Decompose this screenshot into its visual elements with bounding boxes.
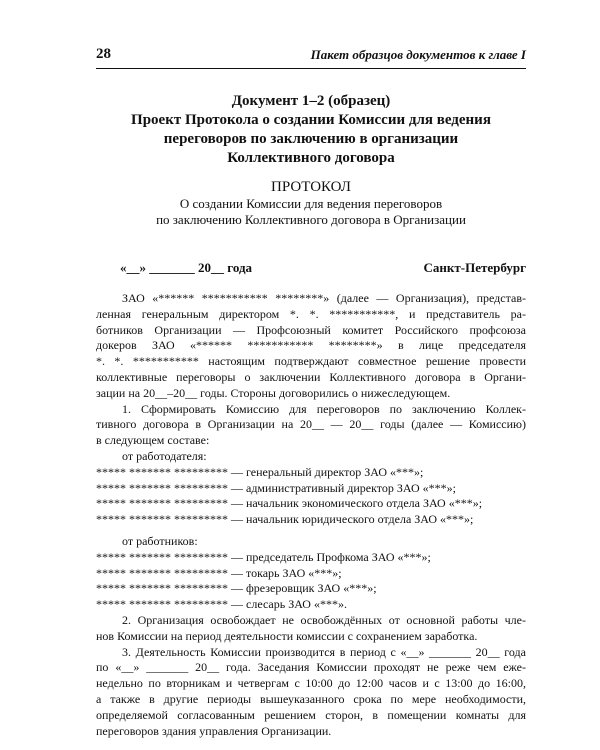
protocol-date: «__» _______ 20__ года xyxy=(120,260,253,275)
page-header xyxy=(96,44,526,66)
date-city-line xyxy=(96,260,526,278)
worker-member: ***** ******* ********* — слесарь ЗАО «***». xyxy=(96,597,347,612)
item-3-line: определяемой согласованным решением сторон, в помещении комнаты для xyxy=(96,707,526,722)
protocol-body xyxy=(96,291,526,739)
body-line: зации на 20__–20__ годы. Стороны договорились о нижеследующем. xyxy=(96,385,451,400)
document-title xyxy=(96,92,526,168)
body-line: докеров ЗАО «****** *********** ********» в лице председателя xyxy=(96,338,526,353)
title-line: Проект Протокола о создании Комиссии для ведения xyxy=(131,112,491,128)
page-number: 28 xyxy=(96,46,111,62)
protocol-subheading: О создании Комиссии для ведения переговоров xyxy=(179,196,443,211)
item-3-line: а также в другие периоды вышеуказанного срока по мере необходимости, xyxy=(96,691,526,706)
item-2-line: нов Комиссии на период деятельности комиссии с сохранением заработка. xyxy=(96,628,478,643)
title-line: Коллективного договора xyxy=(227,150,395,166)
item-3-line: по «__» _______ 20__ года. Заседания Комиссии проходят не реже чем еже- xyxy=(96,660,526,675)
title-line: переговоров по заключению в организации xyxy=(163,131,459,147)
protocol-heading: ПРОТОКОЛ xyxy=(271,179,351,195)
employer-member: ***** ******* ********* — административный директор ЗАО «***»; xyxy=(96,480,456,495)
body-line: ботников Организации — Профсоюзный комитет Российского профсоюза xyxy=(96,322,526,337)
running-title: Пакет образцов документов к главе I xyxy=(310,47,526,62)
header-rule xyxy=(96,68,526,69)
title-line: Документ 1–2 (образец) xyxy=(231,93,391,109)
item-2-line: 2. Организация освобождает не освобождённых от основной работы чле- xyxy=(122,612,526,627)
body-line: *. *. *********** настоящим подтверждают совместное решение провести xyxy=(96,354,526,369)
employer-member: ***** ******* ********* — начальник юридического отдела ЗАО «***»; xyxy=(96,512,474,527)
protocol-heading-block xyxy=(96,178,526,228)
worker-label: от работников: xyxy=(122,533,198,548)
protocol-subheading: по заключению Коллективного договора в Организации xyxy=(156,212,466,227)
item-3-line: переговоров здания управления Организации. xyxy=(96,723,332,738)
body-line: ленная генеральным директором *. *. ***********, и представитель ра- xyxy=(96,306,526,321)
worker-member: ***** ******* ********* — токарь ЗАО «***»; xyxy=(96,565,342,580)
protocol-city: Санкт-Петербург xyxy=(423,260,526,275)
item-1-line: в следующем составе: xyxy=(96,433,210,448)
item-1-line: тивного договора в Организации на 20__ — 20__ годы (далее — Комиссию) xyxy=(96,417,526,432)
body-line: коллективные переговоры о заключении Коллективного договора в Органи- xyxy=(96,369,526,384)
worker-member: ***** ******* ********* — председатель Профкома ЗАО «***»; xyxy=(96,549,431,564)
body-line: ЗАО «****** *********** ********» (далее — Организация), представ- xyxy=(122,291,526,305)
worker-member: ***** ******* ********* — фрезеровщик ЗАО «***»; xyxy=(96,581,377,596)
employer-member: ***** ******* ********* — генеральный директор ЗАО «***»; xyxy=(96,464,424,479)
employer-member: ***** ******* ********* — начальник экономического отдела ЗАО «***»; xyxy=(96,496,483,511)
item-3-line: недельно по вторникам и четвергам с 10:00 до 12:00 часов и с 13:00 до 16:00, xyxy=(96,676,526,691)
employer-label: от работодателя: xyxy=(122,448,207,463)
item-3-line: 3. Деятельность Комиссии производится в период с «__» _______ 20__ года xyxy=(122,644,526,659)
item-1-line: 1. Сформировать Комиссию для переговоров по заключению Коллек- xyxy=(122,401,526,416)
